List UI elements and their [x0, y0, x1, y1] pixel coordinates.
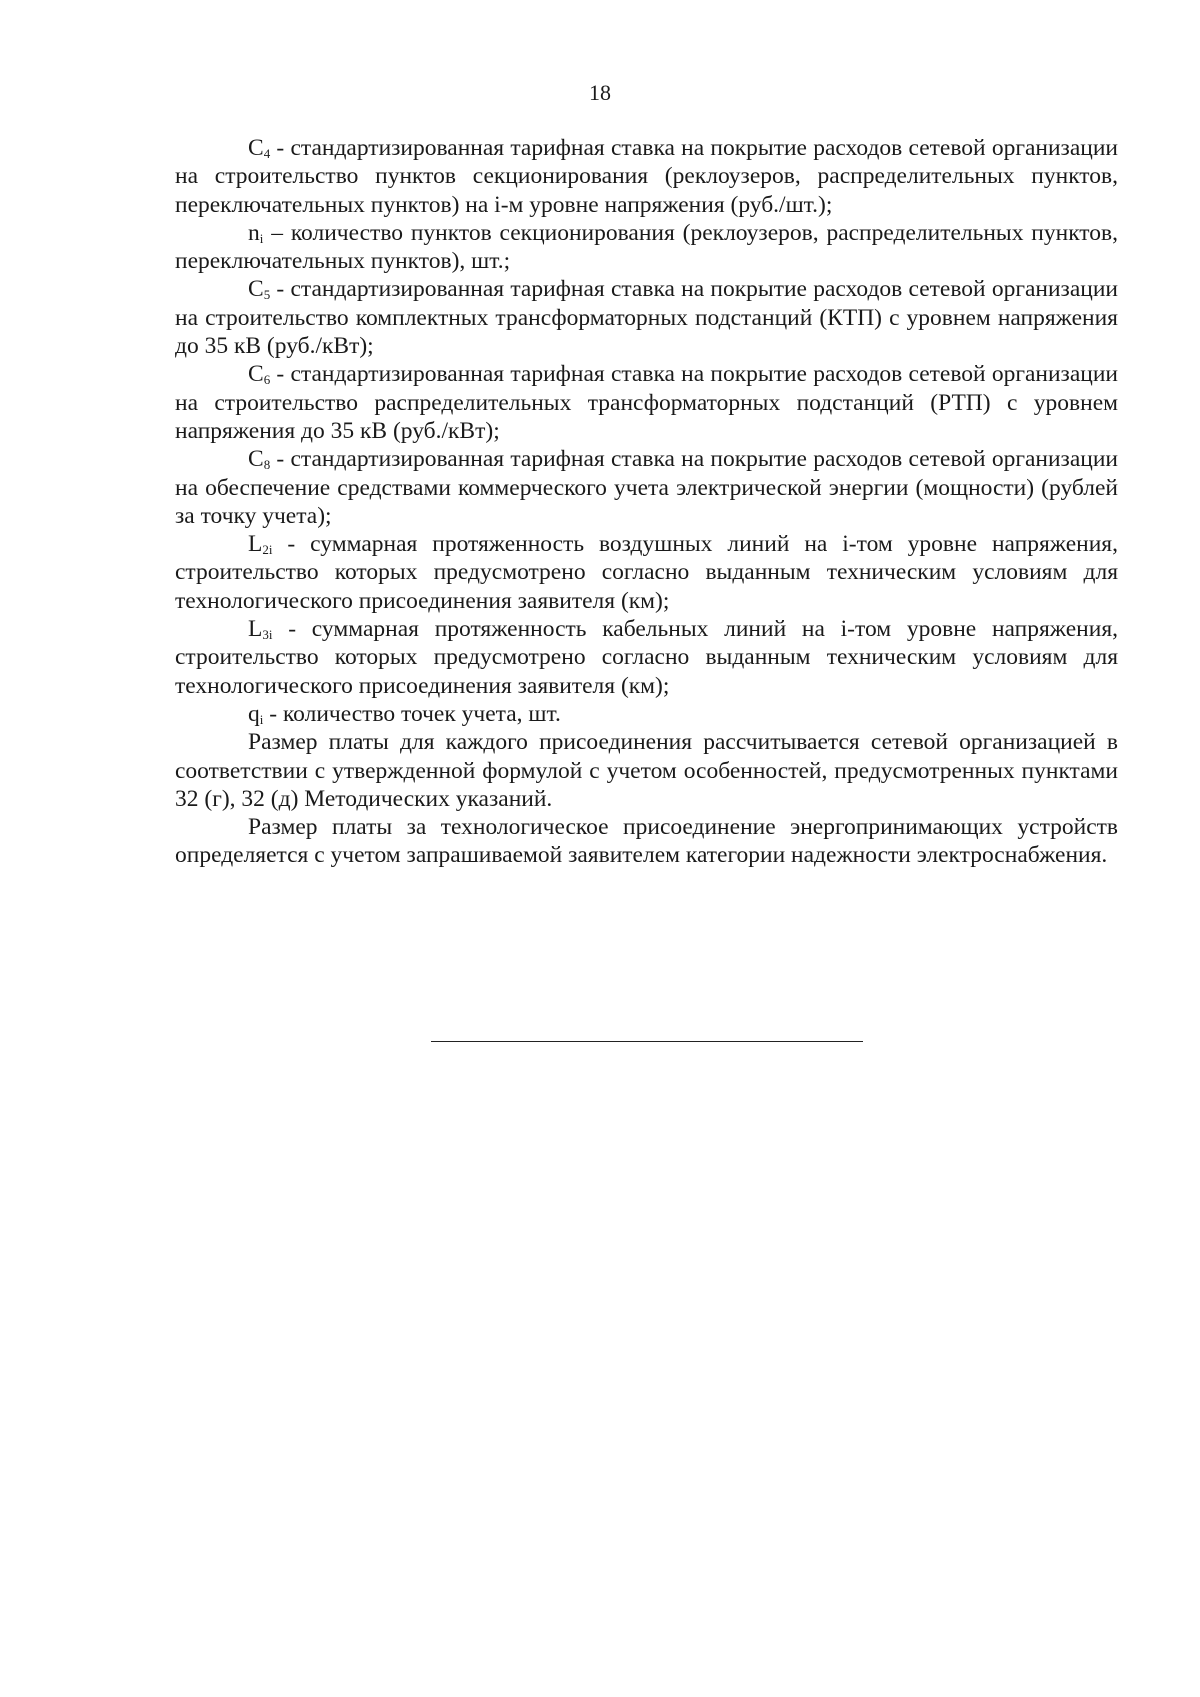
- definition-text: - суммарная протяженность воздушных линий на i-том уровне напряжения, строительство которых предусмотрено согласно выданным техническим условиям для технологического присоединения заявителя (км);: [175, 531, 1118, 614]
- definition-text: - стандартизированная тарифная ставка на покрытие расходов сетевой организации на обеспечение средствами коммерческого учета электрической энергии (мощности) (рублей за точку учета);: [175, 446, 1118, 529]
- symbol-letter: C: [248, 276, 264, 303]
- symbol-subscript: i: [259, 711, 264, 727]
- definition-c6: [175, 360, 1118, 445]
- page-number: 18: [589, 80, 611, 105]
- symbol: [248, 276, 270, 302]
- symbol-letter: q: [248, 700, 260, 727]
- symbol: [248, 220, 263, 246]
- definition-text: - стандартизированная тарифная ставка на покрытие расходов сетевой организации на строительство пунктов секционирования (реклоузеров, распределительных пунктов, переключательных пунктов) на i-м уровне напряжения (руб./шт.);: [175, 135, 1118, 218]
- end-of-text-rule: [431, 1041, 863, 1042]
- definition-text: - стандартизированная тарифная ставка на покрытие расходов сетевой организации на строительство комплектных трансформаторных подстанций (КТП) с уровнем напряжения до 35 кВ (руб./кВт);: [175, 276, 1118, 360]
- document-body: [175, 134, 1118, 870]
- symbol-subscript: i: [259, 230, 264, 246]
- definition-c4: [175, 134, 1118, 219]
- symbol-subscript: 4: [263, 146, 271, 161]
- symbol: [248, 446, 270, 472]
- definition-text: - суммарная протяженность кабельных линий на i-том уровне напряжения, строительство которых предусмотрено согласно выданным техническим условиям для технологического присоединения заявителя (км);: [175, 616, 1118, 699]
- definition-text: - количество точек учета, шт.: [263, 700, 561, 727]
- symbol-letter: L: [248, 616, 263, 643]
- symbol-letter: C: [248, 446, 264, 473]
- symbol: [248, 361, 270, 387]
- symbol: [248, 701, 263, 727]
- definition-l3i: [175, 615, 1118, 700]
- paragraph-fee-reliability: Размер платы за технологическое присоединение энергопринимающих устройств определяется с учетом запрашиваемой заявителем категории надежности электроснабжения.: [175, 814, 1118, 869]
- paragraph-fee-calculation: Размер платы для каждого присоединения рассчитывается сетевой организацией в соответствии с утвержденной формулой с учетом особенностей, предусмотренных пунктами 32 (г), 32 (д) Методических указаний.: [175, 729, 1118, 812]
- symbol-subscript: 6: [263, 372, 271, 388]
- definition-qi: [175, 700, 1118, 728]
- symbol-subscript: 5: [263, 287, 271, 303]
- definition-l2i: [175, 530, 1118, 615]
- definition-c5: [175, 275, 1118, 360]
- symbol: [248, 531, 272, 557]
- symbol-letter: C: [248, 135, 264, 161]
- symbol-subscript: 2i: [262, 542, 273, 558]
- definition-c8: [175, 445, 1118, 530]
- symbol-subscript: 8: [263, 457, 271, 473]
- symbol: [248, 135, 270, 161]
- definition-text: - стандартизированная тарифная ставка на покрытие расходов сетевой организации на строительство распределительных трансформаторных подстанций (РТП) с уровнем напряжения до 35 кВ (руб./кВт);: [175, 361, 1118, 444]
- definition-ni: [175, 219, 1118, 276]
- symbol: [248, 616, 272, 642]
- definition-text: – количество пунктов секционирования (реклоузеров, распределительных пунктов, переключательных пунктов), шт.;: [175, 219, 1118, 275]
- symbol-letter: L: [248, 531, 263, 558]
- symbol-letter: n: [248, 219, 260, 246]
- symbol-subscript: 3i: [262, 627, 273, 643]
- symbol-letter: C: [248, 361, 264, 388]
